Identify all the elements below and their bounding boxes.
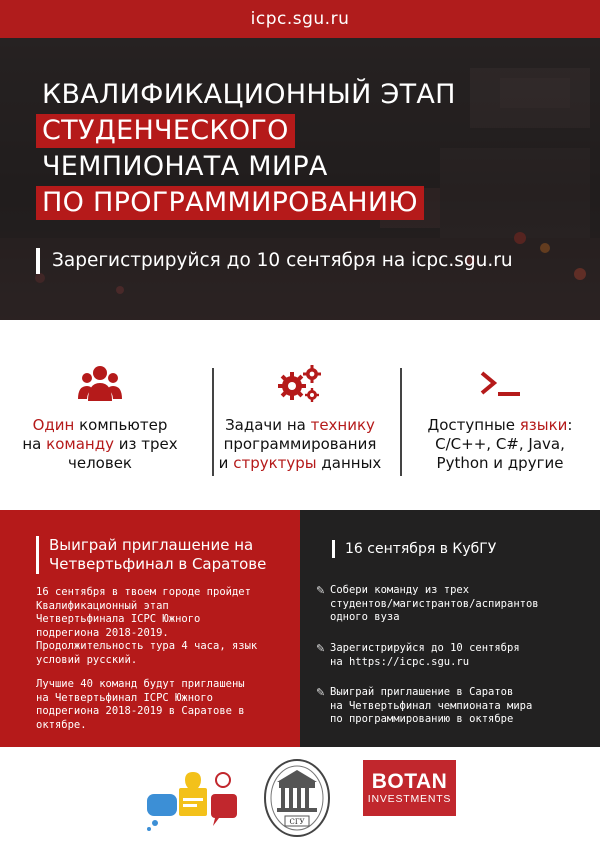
feature-text-part: C/C++, C#, Java, [435,435,565,453]
highlight-text: языки [519,416,568,434]
bullet-icon: ✎ [316,686,326,699]
feature-text-part: человек [68,454,132,472]
feature-text-part: и [218,454,234,472]
feature-team [0,320,200,510]
invitation-heading: Выиграй приглашение на Четвертьфинал в Саратове [36,536,266,574]
feature-text-part: Python и другие [436,454,564,472]
people-icon [78,364,122,404]
hero-section [0,38,600,320]
feature-text-part: компьютер [74,416,168,434]
feature-text-part: : [567,416,573,434]
feature-team-text [13,416,188,473]
invitation-paragraph-2: Лучшие 40 команд будут приглашены на Четвертьфинал ICPC Южного подрегиона 2018-2019 в Саратове в октябре. [36,678,245,731]
features-row [0,320,600,510]
top-banner [0,0,600,38]
highlight-text: технику [310,416,375,434]
communication-logo [143,772,243,832]
event-step-text: Зарегистрируйся до 10 сентября на https://icpc.sgu.ru [330,642,520,668]
hero-title-line-2: СТУДЕНЧЕСКОГО [36,114,295,148]
feature-text-part: Доступные [427,416,520,434]
hero-title-line-1: КВАЛИФИКАЦИОННЫЙ ЭТАП [42,79,456,110]
terminal-icon [478,364,522,404]
event-step-1 [316,584,586,625]
botan-logo [363,760,456,816]
hero-title-line-3: ЧЕМПИОНАТА МИРА [42,151,328,182]
event-step-text: Собери команду из трех студентов/магистрантов/аспирантов одного вуза [330,584,539,623]
gears-icon [278,364,322,404]
botan-logo-title: BOTAN [371,770,448,793]
botan-logo-subtitle: INVESTMENTS [367,793,452,805]
hero-title-line-4: ПО ПРОГРАММИРОВАНИЮ [36,186,424,220]
crest-text: СГУ [289,818,305,826]
feature-text-part: Задачи на [225,416,311,434]
feature-languages [400,320,600,510]
feature-text-part: данных [316,454,382,472]
feature-text-part: программирования [223,435,377,453]
highlight-text: структуры [233,454,317,472]
event-step-3 [316,686,586,727]
invitation-panel [0,510,300,747]
site-url[interactable]: icpc.sgu.ru [250,9,350,29]
university-crest-logo [262,756,332,838]
feature-languages-text [413,416,588,473]
feature-text-part: на [22,435,47,453]
highlight-text: команду [46,435,114,453]
event-panel [300,510,600,747]
hero-title [36,78,566,222]
event-heading: 16 сентября в КубГУ [332,540,496,558]
feature-tasks [200,320,400,510]
event-step-2 [316,642,586,669]
invitation-paragraph-1: 16 сентября в твоем городе пройдет Квалификационный этап Четвертьфинала ICPC Южного подрегиона 2018-2019. Продолжительность тура 4 часа, язык условий русский. [36,586,258,666]
feature-tasks-text [213,416,388,473]
bullet-icon: ✎ [316,584,326,597]
feature-text-part: из трех [113,435,178,453]
bullet-icon: ✎ [316,642,326,655]
registration-cta: Зарегистрируйся до 10 сентября на icpc.sgu.ru [36,248,513,274]
event-step-text: Выиграй приглашение в Саратов на Четвертьфинал чемпионата мира по программированию в октябре [330,686,533,725]
highlight-text: Один [32,416,75,434]
